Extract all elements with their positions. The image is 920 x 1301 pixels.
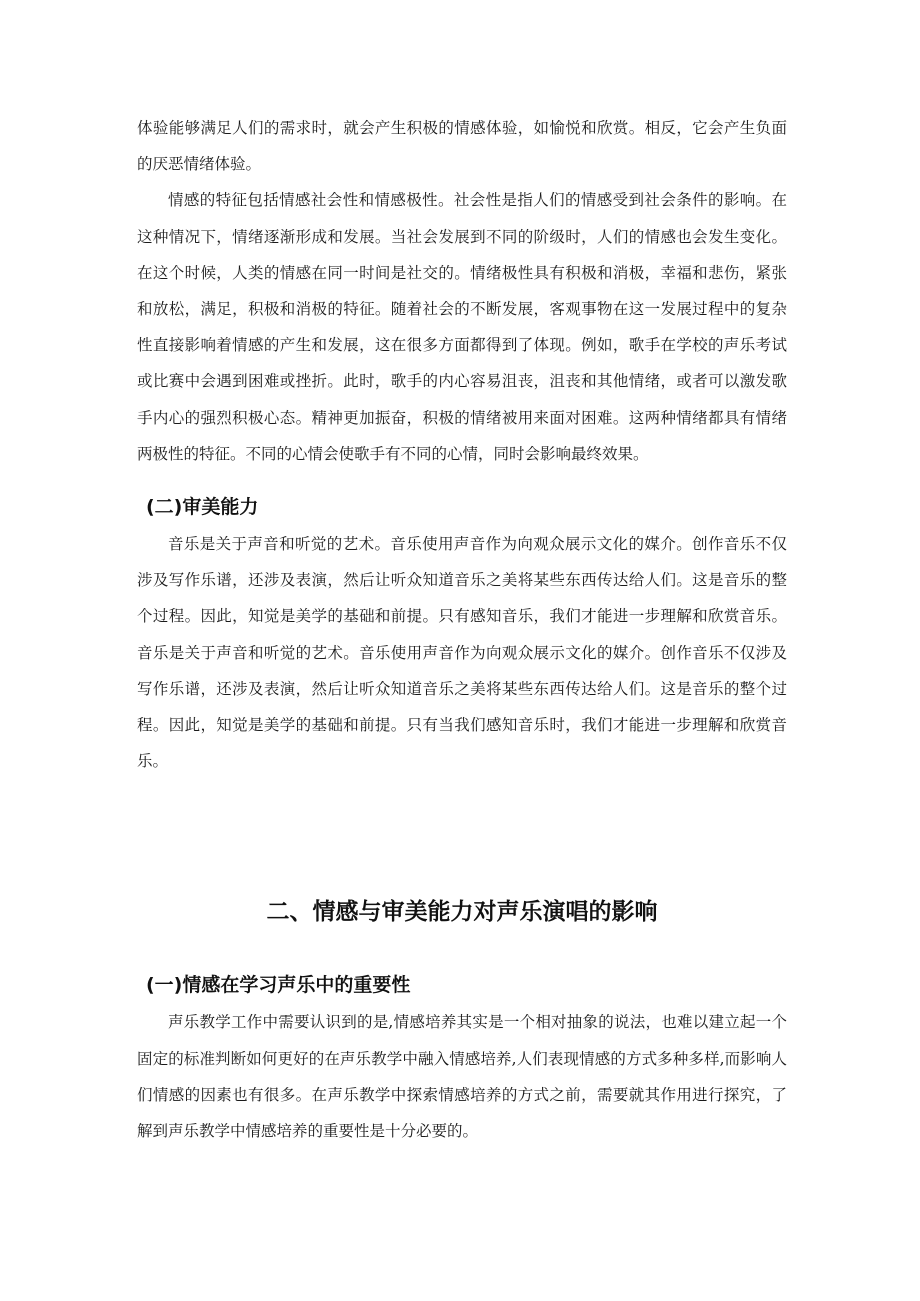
paragraph-emotion-experience: 体验能够满足人们的需求时，就会产生积极的情感体验，如愉悦和欣赏。相反，它会产生负面的厌恶情绪体验。 bbox=[137, 119, 787, 174]
paragraph-aesthetic-ability: 音乐是关于声音和听觉的艺术。音乐使用声音作为向观众展示文化的媒介。创作音乐不仅涉及写作乐谱，还涉及表演，然后让听众知道音乐之美将某些东西传达给人们。这是音乐的整个过程。因此，知觉是美学的基础和前提。只有感知音乐，我们才能进一步理解和欣赏音乐。音乐是关于声音和听觉的艺术。音乐使用声音作为向观众展示文化的媒介。创作音乐不仅涉及写作乐谱，还涉及表演，然后让听众知道音乐之美将某些东西传达给人们。这是音乐的整个过程。因此，知觉是美学的基础和前提。只有当我们感知音乐时，我们才能进一步理解和欣赏音乐。 bbox=[137, 535, 787, 771]
paragraph-emotion-characteristics: 情感的特征包括情感社会性和情感极性。社会性是指人们的情感受到社会条件的影响。在这种情况下，情绪逐渐形成和发展。当社会发展到不同的阶级时，人们的情感也会发生变化。在这个时候，人类的情感在同一时间是社交的。情绪极性具有积极和消极，幸福和悲伤，紧张和放松，满足，积极和消极的特征。随着社会的不断发展，客观事物在这一发展过程中的复杂性直接影响着情感的产生和发展，这在很多方面都得到了体现。例如，歌手在学校的声乐考试或比赛中会遇到困难或挫折。此时，歌手的内心容易沮丧，沮丧和其他情绪，或者可以激发歌手内心的强烈积极心态。精神更加振奋，积极的情绪被用来面对困难。这两种情绪都具有情绪两极性的特征。不同的心情会使歌手有不同的心情，同时会影响最终效果。 bbox=[137, 191, 787, 463]
section-heading-aesthetic-ability: (二)审美能力 bbox=[146, 496, 259, 519]
section-heading-emotion-importance: (一)情感在学习声乐中的重要性 bbox=[146, 974, 411, 997]
paragraph-emotion-importance: 声乐教学工作中需要认识到的是,情感培养其实是一个相对抽象的说法，也难以建立起一个固定的标准判断如何更好的在声乐教学中融入情感培养,人们表现情感的方式多种多样,而影响人们情感的因素也有很多。在声乐教学中探索情感培养的方式之前，需要就其作用进行探究，了解到声乐教学中情感培养的重要性是十分必要的。 bbox=[137, 1013, 787, 1141]
chapter-heading: 二、情感与审美能力对声乐演唱的影响 bbox=[266, 899, 658, 926]
document-page bbox=[137, 110, 787, 1149]
